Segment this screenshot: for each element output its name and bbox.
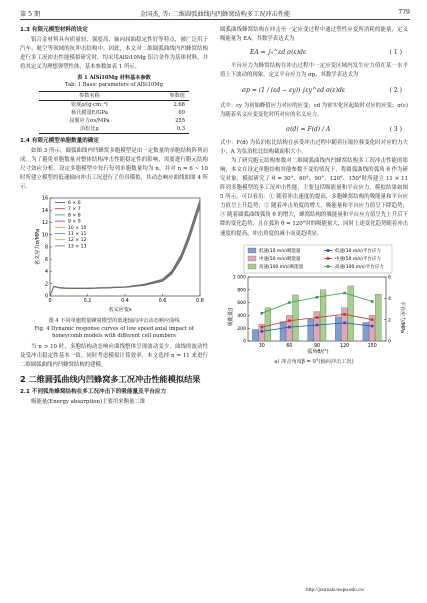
- fig5-series-marker: [316, 323, 319, 326]
- figure-5a-caption: a) 冲击角度β = 0°(轴向冲击工况): [274, 358, 354, 365]
- fig5-legend-label: 高速(100 m/s)吸能量: [259, 264, 304, 270]
- fig5-x-tick-label: 30: [258, 343, 265, 349]
- fig5-series-marker: [343, 313, 346, 316]
- right-column: [220, 26, 408, 366]
- page-number: 779: [398, 9, 410, 16]
- fig4-y-tick-label: 10: [41, 233, 48, 239]
- equation-2: [220, 80, 408, 102]
- running-title: 金国杰, 等: 二维圆弧曲线内凹蜂窝结构多工况冲击性能: [139, 11, 291, 18]
- fig5-y2-tick-label: 2: [388, 317, 391, 323]
- fig4-y-tick-label: 0: [44, 294, 48, 300]
- fig5-y-tick-label: 400: [237, 313, 246, 319]
- equation-1: [220, 44, 408, 62]
- fig5-x-axis-label: 弧角θ/(°): [307, 348, 329, 355]
- figure-4-caption-en-2: honeycomb models with different cell numbers: [52, 332, 176, 339]
- fig5-series-marker: [371, 318, 374, 321]
- fig5-y2-axis-label: 平台应力/MPa: [399, 300, 405, 333]
- fig5-y-tick-label: 800: [237, 287, 246, 293]
- fig5-legend-label: 低速(10 m/s)吸能量: [259, 248, 301, 254]
- fig5-bar: [308, 319, 314, 341]
- left-column: [20, 26, 208, 407]
- fig5-series-marker: [343, 321, 346, 324]
- equation-3: [220, 121, 408, 139]
- fig5-series-marker: [343, 291, 346, 294]
- fig5-legend-swatch: [248, 264, 256, 269]
- fig5-y-tick-label: 1 000: [232, 275, 246, 281]
- fig5-bar: [265, 307, 271, 340]
- fig5-bar: [335, 316, 341, 340]
- plateau-definition-paragraph: 平台应力为蜂窝结构在冲击过程中一定应变区域内发生应力值在某一水平值上下波动的现象，定义平台应力为 σp，其数学表达式为: [220, 63, 408, 79]
- fig4-legend: [55, 200, 87, 249]
- fig5-x-tick-label: 60: [286, 343, 293, 349]
- fig5-legend-marker: [327, 265, 330, 268]
- equation-2-number: ( 2 ): [389, 87, 402, 95]
- arc-angle-study-paragraph: 为了研究胞元结构参数对二维圆弧曲线内凹蜂窝结构多工况冲击性能的影响，本文在设定单胞结构其他参数不变的情况下，将圆弧曲线的弧角 θ 作为研究对象，模拟研究了 θ = 30°、60°、90°、120°、150°时所建立 11 × 11 阵列多胞模型的多工况冲击性能，主要包括吸能量和平台应力，模拟结果如图 5 所示。可以看出：① 随着冲击速度的提高，多胞蜂窝结构的吸能量和平台应力值呈上升趋势；② 随着冲击角度的增大，吸能量和平台应力值呈下降趋势；③ 随着圆弧曲线弧角 θ 的增大，蜂窝结构的吸能量和平台应力值呈先上升后下降的变化趋势，且在弧角 θ = 120°时的吸能量大，同时上述变化趋势随着冲击速度的提高、冲击角度的减小而更趋明显。: [220, 157, 408, 237]
- fig4-y-axis-label: 名义应力σ/MPa: [35, 229, 41, 266]
- fig5-legend-label: 低速(10 m/s)平台应力: [335, 248, 381, 254]
- table-row: [39, 125, 189, 134]
- fig4-y-tick-label: 4: [44, 270, 48, 276]
- fig5-series-marker: [371, 324, 374, 327]
- equation-2-body: σp = (1 / (εd − εy)) ∫εy^εd σ(ε)dε: [242, 87, 346, 95]
- table-cell: 屈服应力σs/MPa: [69, 118, 110, 125]
- fig4-legend-label: 9 × 9: [68, 219, 81, 225]
- fig4-legend-label: 7 × 7: [68, 207, 81, 213]
- fig4-legend-label: 10 × 10: [68, 226, 87, 232]
- table-cell: 杨氏模量E/GPa: [71, 110, 108, 117]
- fig4-y-tick-label: 14: [41, 209, 48, 215]
- section-1-4-title: 1.4 有限元模型单胞数量的确定: [20, 138, 99, 145]
- fig5-series-marker: [288, 319, 291, 322]
- fig4-y-tick-label: 6: [44, 258, 48, 264]
- fig5-legend-marker: [327, 249, 330, 252]
- figure-4-caption-cn: 图 4 不同单胞数量蜂窝模型的低速轴向冲击动态响应曲线: [48, 318, 180, 325]
- fig4-legend-label: 6 × 6: [68, 201, 81, 207]
- fig4-y-tick-label: 16: [41, 196, 48, 202]
- fig5-legend-swatch: [248, 248, 256, 253]
- table-cell: 69: [178, 110, 185, 117]
- fig5-series-marker: [371, 300, 374, 303]
- equation-2-symbols: 式中：εy 为初始峰值应力对应的应变；εd 为密实化区起始时对应的应变；σ(ε)为随着名义应变变化时所对应的名义应力。: [220, 103, 408, 119]
- section-1-3-title: 1.3 有限元模型材料的设定: [20, 27, 88, 33]
- fig4-y-tick-label: 8: [44, 245, 48, 251]
- fig4-legend-label: 12 × 12: [68, 238, 87, 244]
- energy-definition-paragraph: 圆弧曲线蜂窝结构在冲击至一定应变过程中通过塑性应变所消耗的能量，定义吸能量为 EA，其数学表达式为: [220, 27, 408, 43]
- equation-1-body: EA = ∫₀^εd σ(ε)dε: [250, 49, 307, 57]
- fig5-x-tick-label: 150: [367, 343, 377, 349]
- fig5-y-tick-label: 0: [243, 339, 246, 345]
- fig5-bar: [320, 289, 326, 340]
- fig5-series-marker: [261, 325, 264, 328]
- fig5-bar: [252, 329, 258, 341]
- fig5-y2-tick-label: 6: [388, 275, 391, 281]
- fig4-x-axis-label: 名义应变ε: [108, 307, 132, 314]
- table-1-caption-en: Tab. 1 Basic parameters of AlSi10Mg: [65, 82, 163, 89]
- table-cell: 255: [175, 118, 185, 125]
- fig4-legend-label: 11 × 11: [68, 232, 87, 238]
- table-header-value: 参数值: [140, 92, 189, 101]
- fig5-legend-swatch: [248, 256, 256, 261]
- fig5-x-tick-label: 90: [313, 343, 321, 349]
- fig5-y-tick-label: 200: [237, 326, 246, 332]
- section-1-4-paragraph: 如图 3 所示，圆弧曲线内凹蜂窝多胞模型是由一定数量的单胞结构阵列而成。为了避免单胞数量对整体结构冲击性能稳定性的影响，需要进行胞元结构尺寸效应分析。设定多胞模型中每行每列单胞数量均为 n，并对 n = 6 ~ 10 时所建立模型的低速轴向冲击工况进行了仿真模拟，其动态响应曲线如图 4 所示。: [20, 147, 208, 191]
- fig5-series-marker: [288, 325, 291, 328]
- fig5-bar: [375, 294, 381, 341]
- equation-3-body: σ(d) = F(d) / A: [286, 125, 331, 133]
- section-1-4-paragraph-2: 当 n > 10 时，多胞结构动态响应曲线整体呈现波动变少，曲线的波动性及受冲击稳定性基本一致。同时考虑模拟计算效率，本文选择 n = 11 来进行二维圆弧曲线内凹蜂窝结构的建模。: [20, 343, 208, 369]
- fig5-y2-tick-label: 0: [388, 339, 391, 345]
- equation-3-number: ( 3 ): [389, 125, 402, 133]
- fig5-series-marker: [261, 312, 264, 315]
- figure-4-line-chart: [20, 192, 208, 314]
- fig5-y-axis-label: 吸能量/J: [228, 307, 234, 326]
- fig5-legend-marker: [327, 257, 330, 260]
- fig5-legend-label: 中速(50 m/s)平台应力: [335, 256, 381, 262]
- table-cell: 密度ρ/(g·cm⁻³): [71, 102, 108, 109]
- fig4-x-tick-label: 0.6: [158, 299, 167, 305]
- fig4-x-tick-label: 0.4: [121, 299, 129, 305]
- fig5-x-tick-label: 120: [340, 343, 350, 349]
- section-2-title: 2 二维圆弧曲线内凹蜂窝多工况冲击性能模拟结果: [20, 374, 201, 385]
- table-row: [39, 109, 189, 117]
- material-parameter-table: [39, 91, 189, 134]
- fig5-series-marker: [288, 301, 291, 304]
- fig5-series-marker: [316, 316, 319, 319]
- section-1-3-paragraph: 铝合金材料具有质量轻、强度高、轴向屈曲稳定性好等特点，被广泛用于汽车、航空等领域的抗冲击结构中。因此，本文对二维圆弧曲线内凹蜂窝结构进行多工况冲击性能模拟研究时，均采用AlSi10Mg 铝合金作为基体材料，并将其定义为理想弹塑性体，基本参数如表 1 所示。: [20, 36, 208, 70]
- table-1-caption-cn: 表 1 AlSi10Mg 材料基本参数: [77, 74, 151, 81]
- equation-3-symbols: 式中：F(d) 为负泊松比结构在承受冲击过程中随着压缩位移变化时对应的力大小；A 为负泊松比结构截面积大小。: [220, 139, 408, 155]
- fig5-series-marker: [316, 296, 319, 299]
- fig5-y2-tick-label: 4: [388, 296, 391, 302]
- fig4-x-tick-label: 0.8: [196, 299, 204, 305]
- table-cell: 0.3: [140, 125, 189, 134]
- fig4-y-tick-label: 2: [44, 282, 48, 288]
- journal-url: http://journals.nwpu.edu.cn/: [306, 587, 365, 593]
- section-2-1-paragraph: 吸能量(Energy absorption)主要用来衡量二维: [31, 398, 146, 405]
- fig5-bar: [341, 307, 347, 340]
- fig4-y-tick-label: 12: [41, 221, 48, 227]
- fig5-y-tick-label: 600: [237, 300, 246, 306]
- fig4-x-tick-label: 0.2: [83, 299, 92, 305]
- fig4-legend-label: 13 × 13: [68, 244, 87, 250]
- issue-number: 第 5 期: [20, 11, 41, 18]
- figure-5a-bar-chart: [220, 243, 408, 355]
- table-row: [39, 101, 189, 110]
- table-row: [39, 117, 189, 125]
- fig5-legend-label: 中速(50 m/s)吸能量: [259, 256, 301, 262]
- fig4-legend-label: 8 × 8: [68, 213, 81, 219]
- section-2-1-title: 2.1 不同弧角蜂窝结构在多工况冲击下的吸能量及平台应力: [20, 389, 167, 396]
- figure-4-caption-en-1: Fig. 4 Dynamic response curves of low speed axial impact of: [34, 325, 194, 332]
- table-cell: 泊松比μ: [39, 125, 140, 134]
- fig5-bars: [252, 286, 381, 341]
- fig5-bar: [280, 321, 286, 340]
- fig5-legend: [244, 245, 392, 273]
- fig4-x-tick-label: 0: [48, 299, 52, 305]
- equation-1-number: ( 1 ): [389, 49, 402, 57]
- table-header-param: 参数名称: [39, 92, 140, 101]
- table-cell: 2.68: [173, 102, 185, 109]
- fig5-series-marker: [261, 330, 264, 333]
- running-header: [20, 6, 410, 20]
- fig5-legend-label: 高速(100 m/s)平台应力: [335, 264, 384, 270]
